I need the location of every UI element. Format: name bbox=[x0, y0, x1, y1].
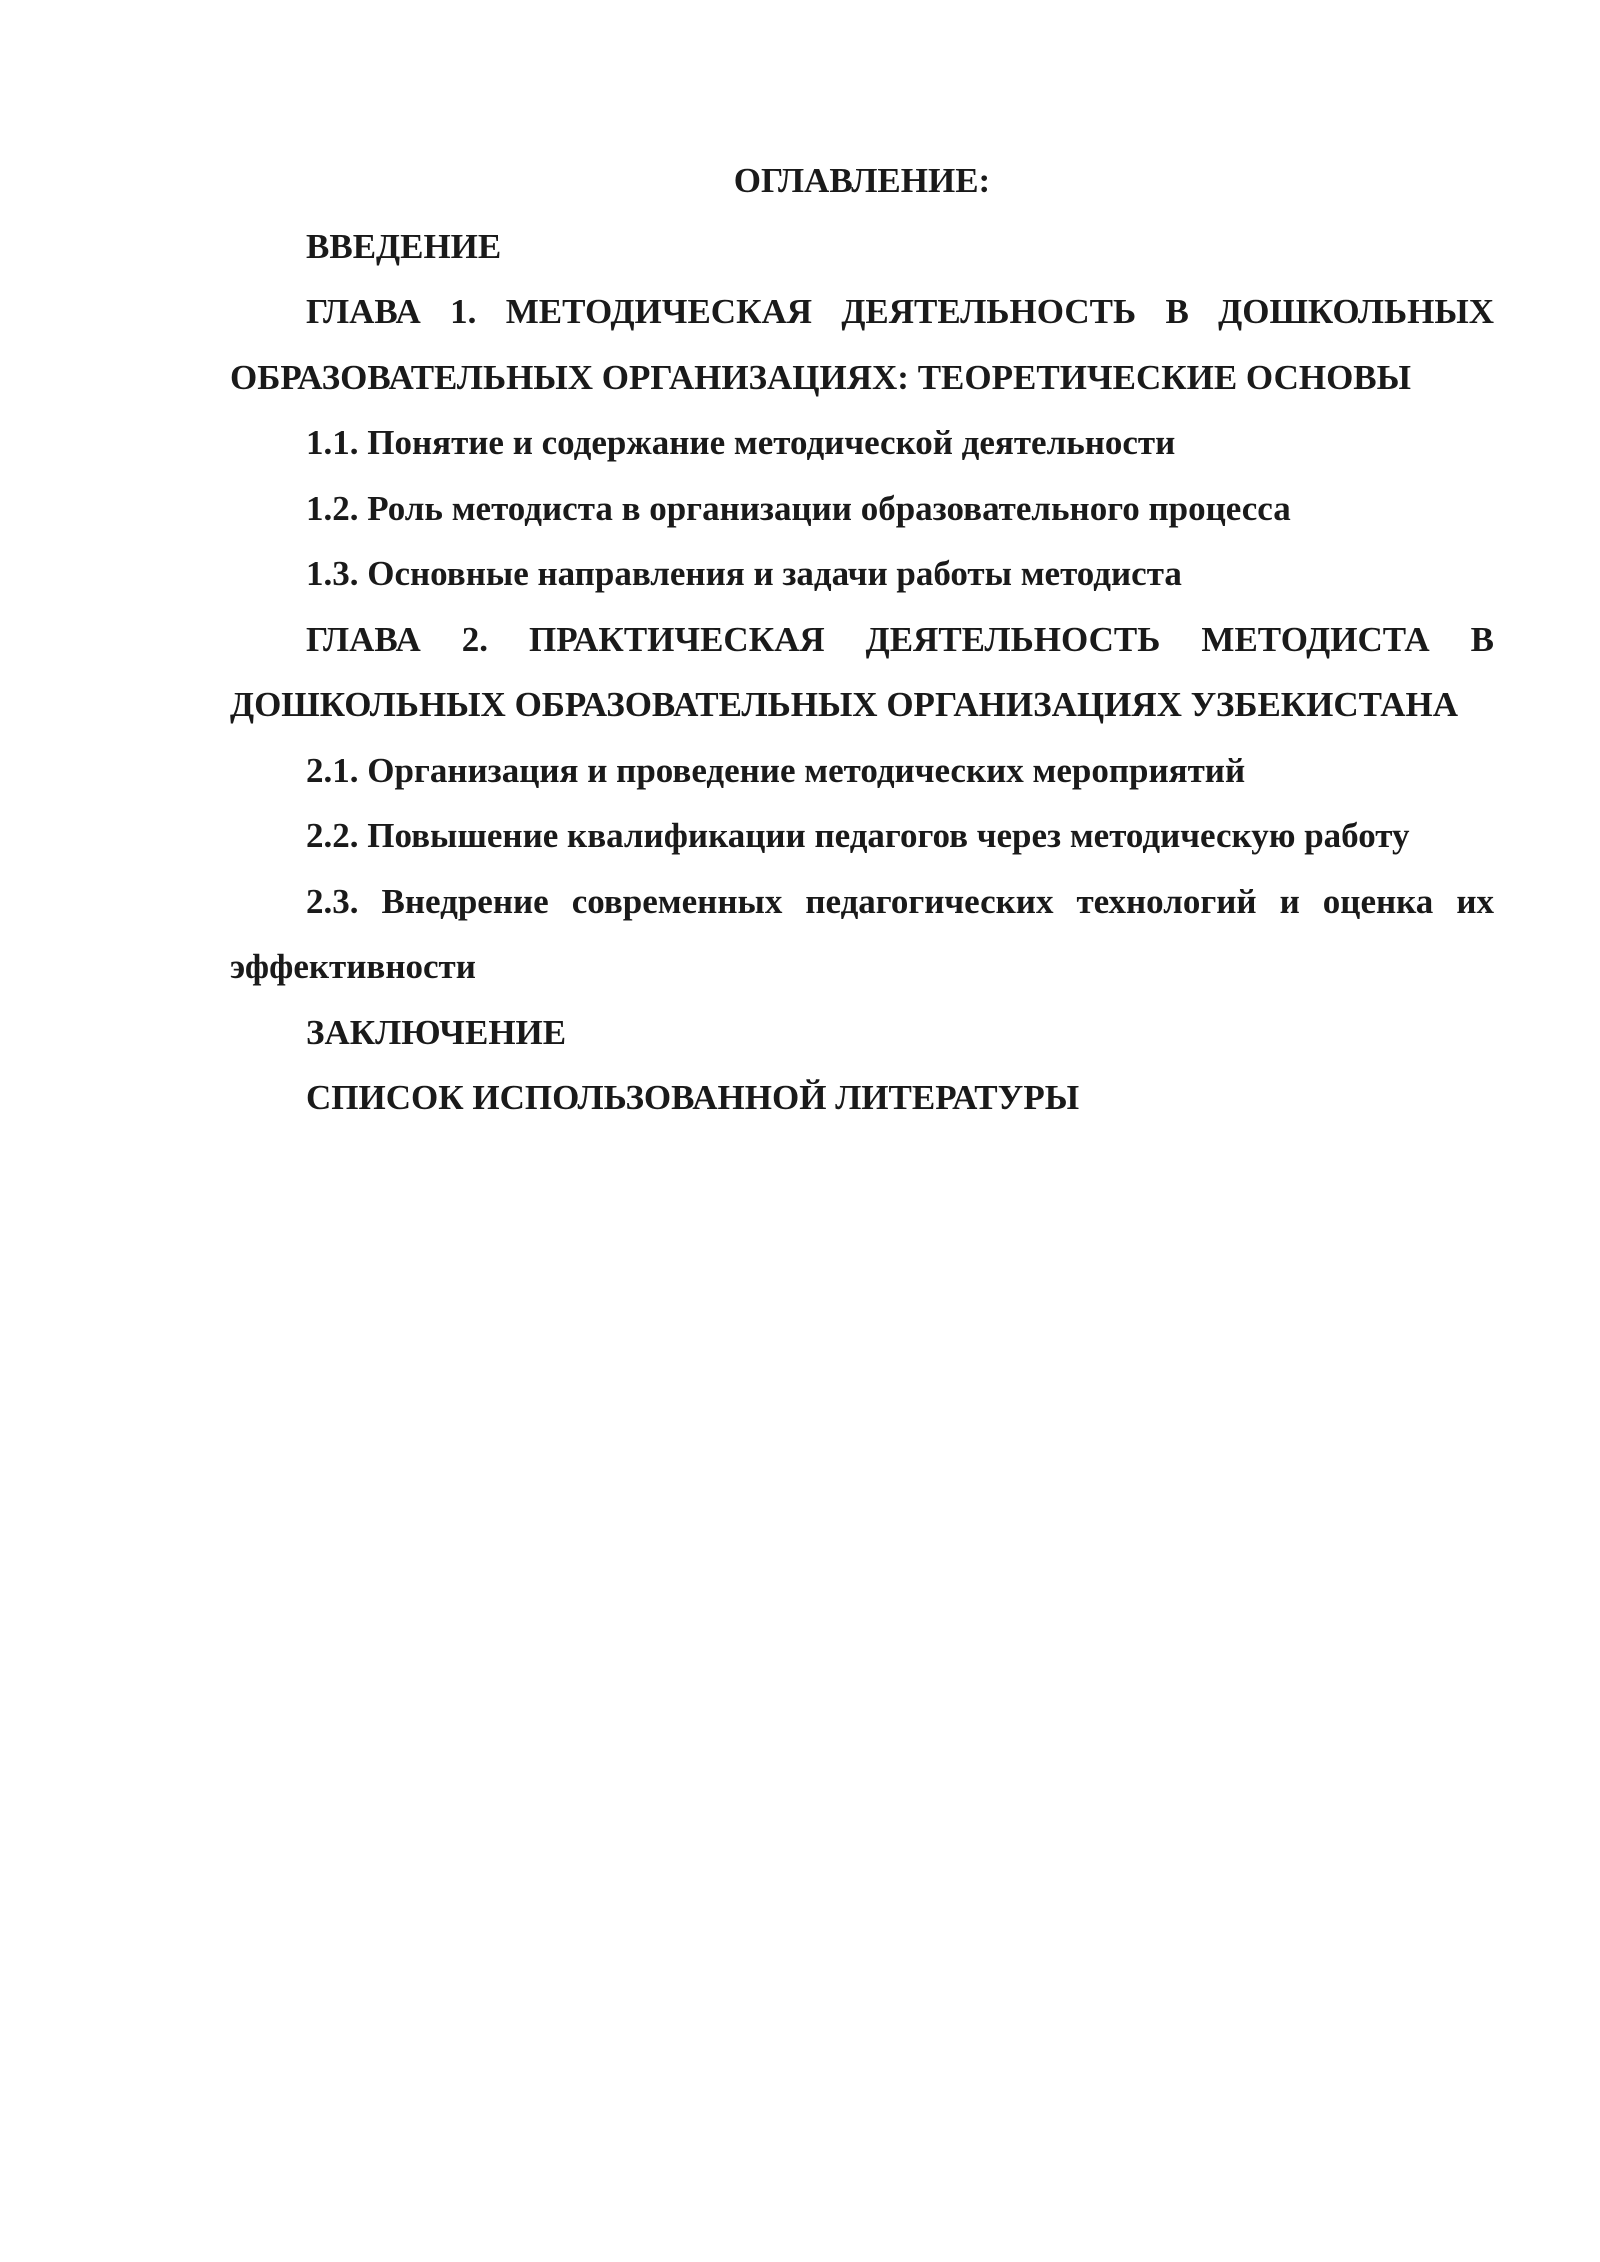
toc-entry-section-2-1: 2.1. Организация и проведение методических мероприятий bbox=[306, 750, 1246, 790]
toc-entry-section-1-3: 1.3. Основные направления и задачи работы методиста bbox=[306, 554, 1182, 593]
toc-entry-chapter-2: ГЛАВА 2. ПРАКТИЧЕСКАЯ ДЕЯТЕЛЬНОСТЬ МЕТОДИСТА В ДОШКОЛЬНЫХ ОБРАЗОВАТЕЛЬНЫХ ОРГАНИЗАЦИЯХ УЗБЕКИСТАНА bbox=[230, 619, 1494, 724]
toc-entry-references: СПИСОК ИСПОЛЬЗОВАННОЙ ЛИТЕРАТУРЫ bbox=[306, 1078, 1080, 1117]
table-of-contents bbox=[230, 148, 1494, 1131]
toc-title: ОГЛАВЛЕНИЕ: bbox=[733, 161, 991, 200]
toc-entry-introduction: ВВЕДЕНИЕ bbox=[306, 226, 502, 266]
toc-entry-section-2-3: 2.3. Внедрение современных педагогических технологий и оценка их эффективности bbox=[230, 881, 1494, 986]
toc-entry-conclusion: ЗАКЛЮЧЕНИЕ bbox=[306, 1012, 567, 1052]
toc-entry-section-1-1: 1.1. Понятие и содержание методической деятельности bbox=[306, 423, 1176, 462]
toc-entry-section-2-2: 2.2. Повышение квалификации педагогов через методическую работу bbox=[306, 816, 1410, 855]
toc-entry-chapter-1: ГЛАВА 1. МЕТОДИЧЕСКАЯ ДЕЯТЕЛЬНОСТЬ В ДОШКОЛЬНЫХ ОБРАЗОВАТЕЛЬНЫХ ОРГАНИЗАЦИЯХ: ТЕОРЕТИЧЕСКИЕ ОСНОВЫ bbox=[230, 292, 1494, 397]
toc-entry-section-1-2: 1.2. Роль методиста в организации образовательного процесса bbox=[306, 488, 1291, 528]
